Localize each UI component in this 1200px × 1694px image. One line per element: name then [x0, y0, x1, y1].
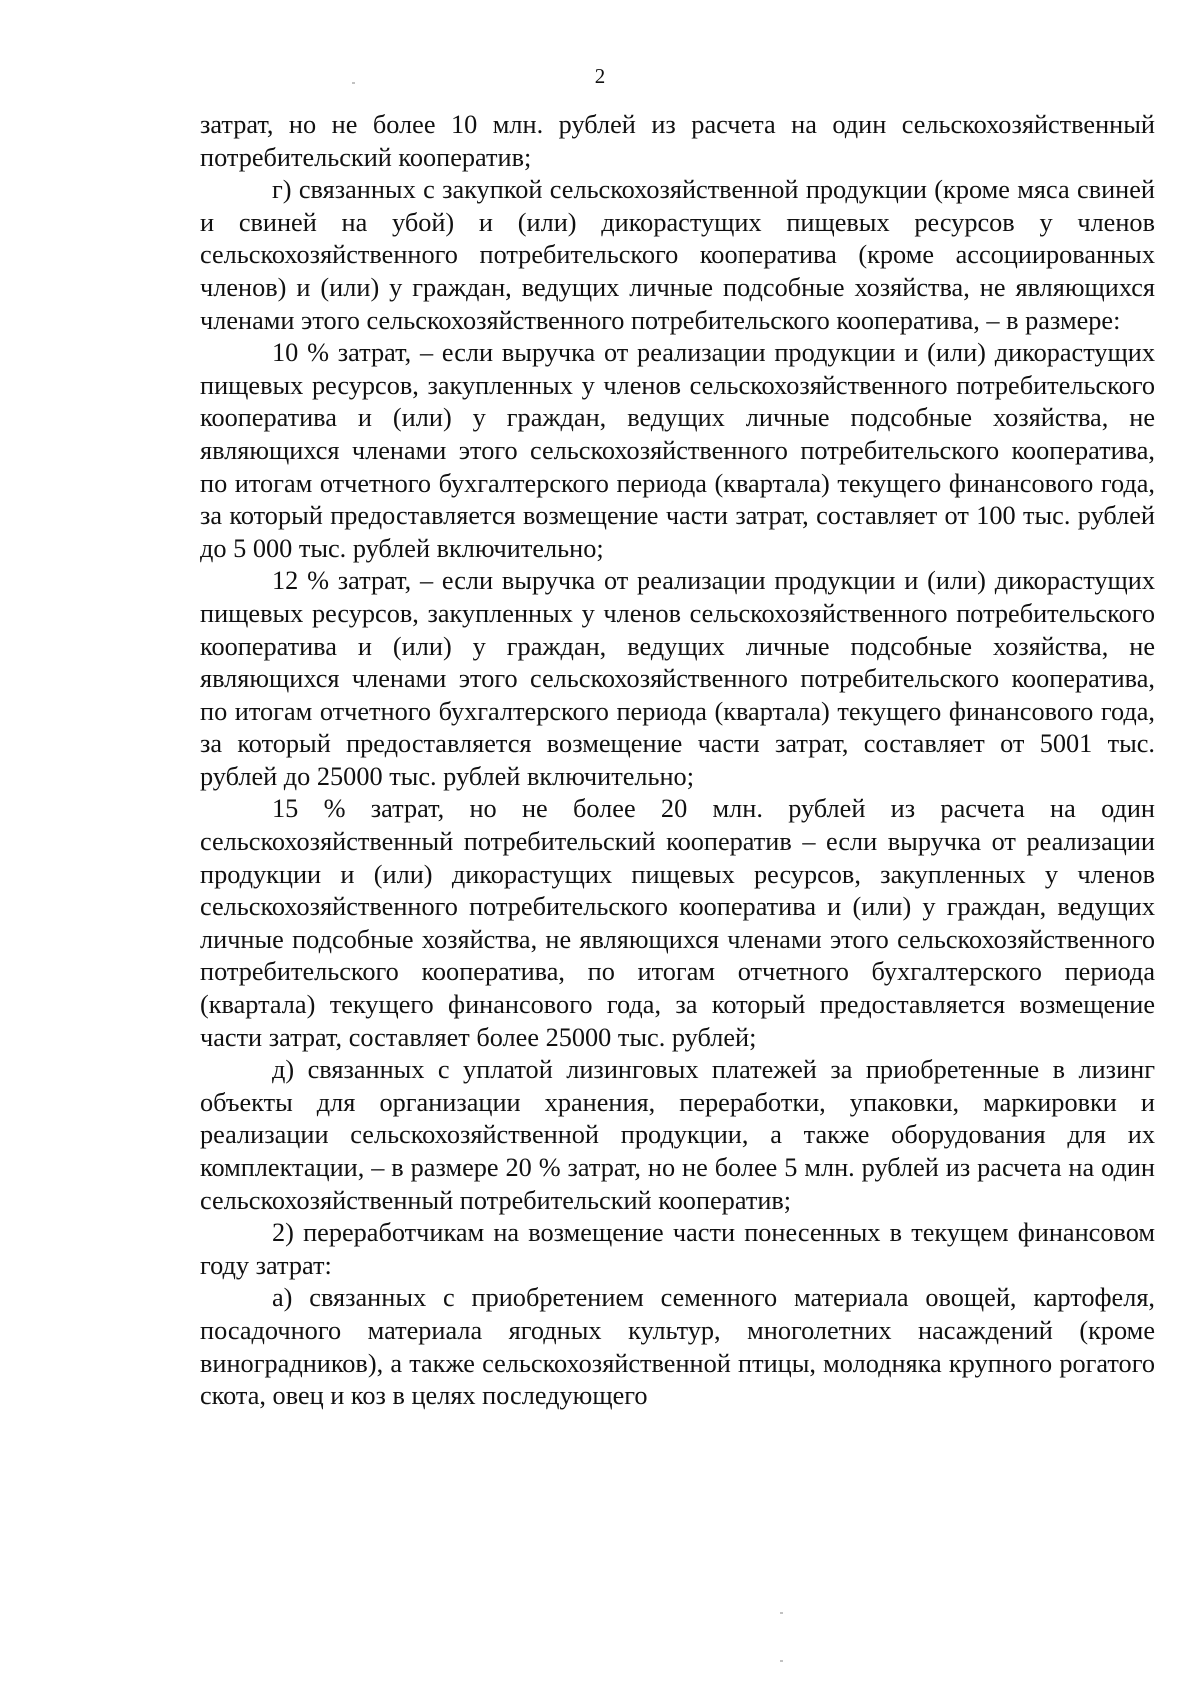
- paragraph-rate-15: 15 % затрат, но не более 20 млн. рублей из расчета на один сельскохозяйственный потребительский кооператив – если выручка от реализации продукции и (или) дикорастущих пищевых ресурсов, закупленных у членов сельскохозяйственного потребительского кооператива и (или) у граждан, ведущих личные подсобные хозяйства, не являющихся членами этого сельскохозяйственного потребительского кооператива, по итогам отчетного бухгалтерского периода (квартала) текущего финансового года, за который предоставляется возмещение части затрат, составляет более 25000 тыс. рублей;: [200, 794, 1155, 1052]
- paragraph-rate-10: 10 % затрат, – если выручка от реализации продукции и (или) дикорастущих пищевых ресурсов, закупленных у членов сельскохозяйственного потребительского кооператива и (или) у граждан, ведущих личные подсобные хозяйства, не являющихся членами этого сельскохозяйственного потребительского кооператива, по итогам отчетного бухгалтерского периода (квартала) текущего финансового года, за который предоставляется возмещение части затрат, составляет от 100 тыс. рублей до 5 000 тыс. рублей включительно;: [200, 338, 1155, 563]
- scan-speck: [352, 82, 355, 84]
- scan-speck: [780, 1660, 783, 1662]
- document-body: [200, 109, 1155, 1413]
- paragraph-item-2: 2) переработчикам на возмещение части понесенных в текущем финансовом году затрат:: [200, 1218, 1155, 1280]
- paragraph-item-a: а) связанных с приобретением семенного материала овощей, картофеля, посадочного материала ягодных культур, многолетних насаждений (кроме виноградников), а также сельскохозяйственной птицы, молодняка крупного рогатого скота, овец и коз в целях последующего: [200, 1283, 1155, 1411]
- scan-speck: [780, 1612, 783, 1614]
- paragraph-continuation: затрат, но не более 10 млн. рублей из расчета на один сельскохозяйственный потребительский кооператив;: [200, 110, 1155, 172]
- paragraph-item-g: г) связанных с закупкой сельскохозяйственной продукции (кроме мяса свиней и свиней на убой) и (или) дикорастущих пищевых ресурсов у членов сельскохозяйственного потребительского кооператива (кроме ассоциированных членов) и (или) у граждан, ведущих личные подсобные хозяйства, не являющихся членами этого сельскохозяйственного потребительского кооператива, – в размере:: [200, 175, 1155, 335]
- page-number: 2: [594, 64, 606, 88]
- paragraph-item-d: д) связанных с уплатой лизинговых платежей за приобретенные в лизинг объекты для организации хранения, переработки, упаковки, маркировки и реализации сельскохозяйственной продукции, а также оборудования для их комплектации, – в размере 20 % затрат, но не более 5 млн. рублей из расчета на один сельскохозяйственный потребительский кооператив;: [200, 1055, 1155, 1215]
- paragraph-rate-12: 12 % затрат, – если выручка от реализации продукции и (или) дикорастущих пищевых ресурсов, закупленных у членов сельскохозяйственного потребительского кооператива и (или) у граждан, ведущих личные подсобные хозяйства, не являющихся членами этого сельскохозяйственного потребительского кооператива, по итогам отчетного бухгалтерского периода (квартала) текущего финансового года, за который предоставляется возмещение части затрат, составляет от 5001 тыс. рублей до 25000 тыс. рублей включительно;: [200, 566, 1155, 791]
